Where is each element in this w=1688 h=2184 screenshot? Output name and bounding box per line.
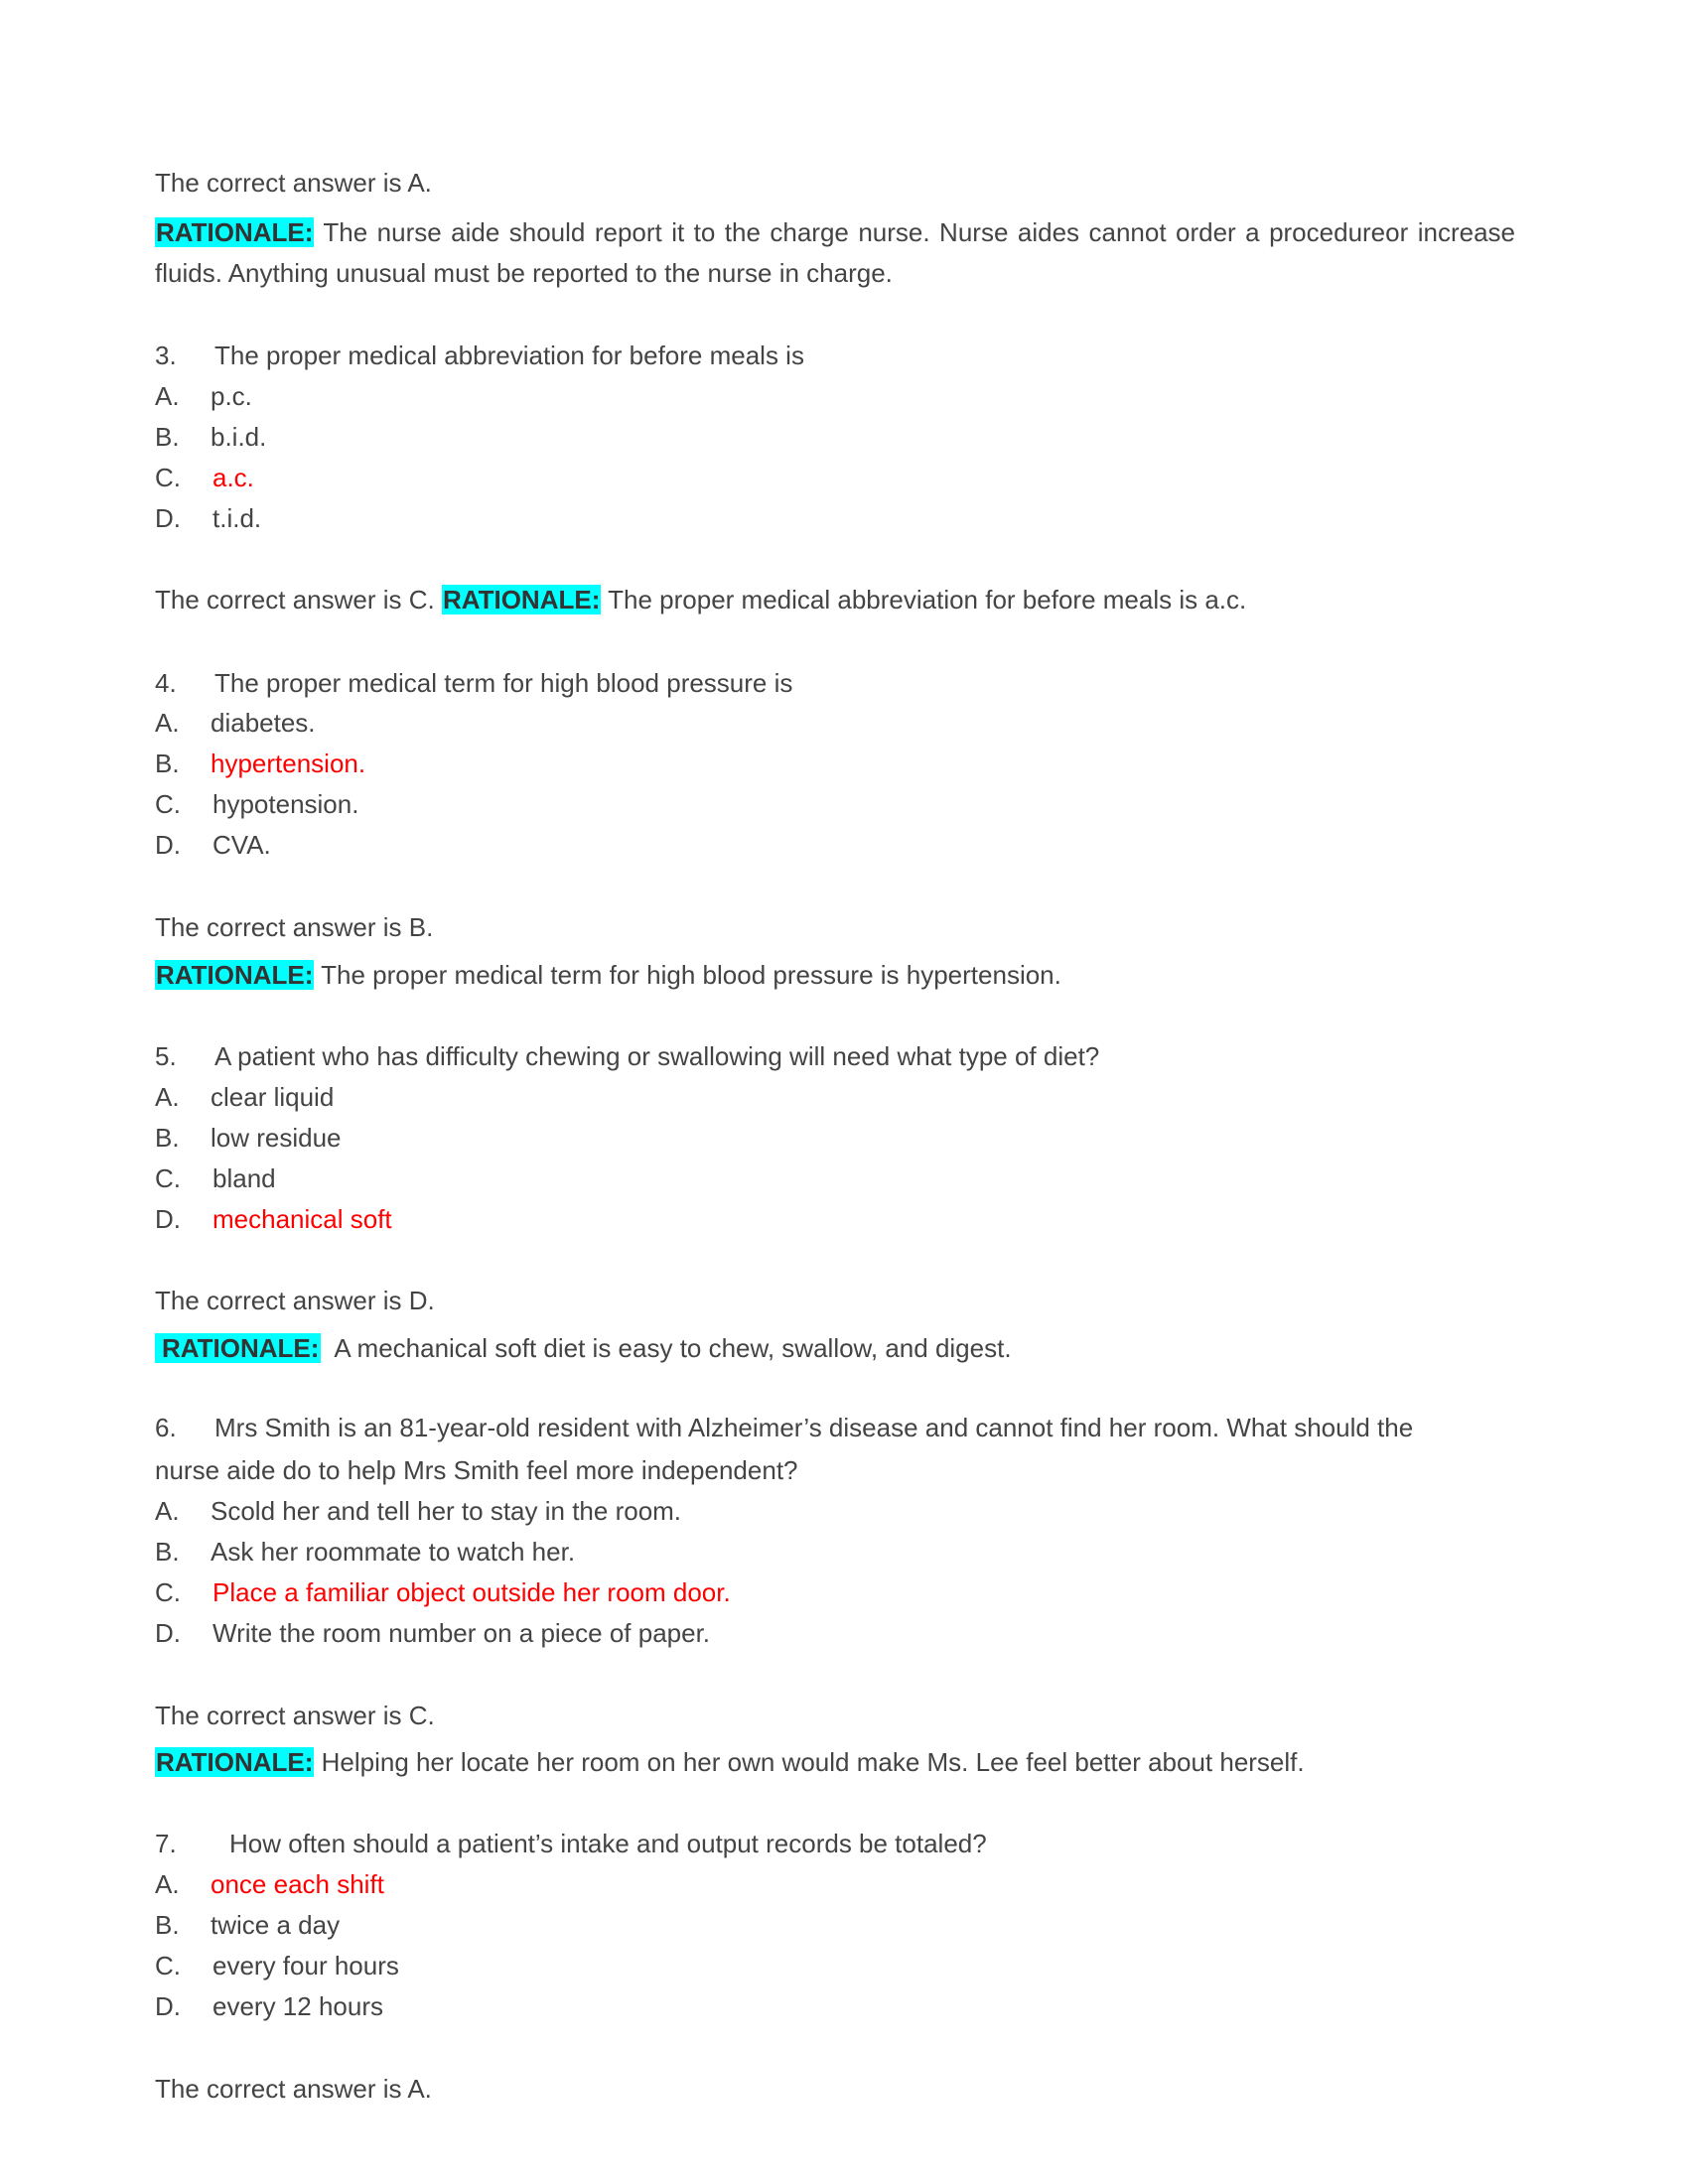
question-number: 7.	[155, 1829, 177, 1858]
option-text: Scold her and tell her to stay in the room.	[211, 1496, 682, 1526]
option-letter: D.	[155, 503, 181, 533]
option-d	[155, 502, 261, 534]
option-a	[155, 1495, 681, 1527]
question-5	[155, 1040, 1099, 1072]
option-d	[155, 1990, 383, 2022]
option-a	[155, 380, 252, 412]
rationale-label: RATIONALE:	[442, 585, 601, 614]
option-letter: D.	[155, 1991, 181, 2021]
rationale-line	[155, 959, 1061, 991]
question-3	[155, 340, 804, 371]
option-b	[155, 1536, 575, 1568]
option-b-correct	[155, 748, 365, 779]
option-c-correct	[155, 1576, 731, 1608]
rationale-text: A mechanical soft diet is easy to chew, swallow, and digest.	[334, 1333, 1012, 1363]
question-number: 4.	[155, 668, 177, 698]
option-c	[155, 1162, 276, 1194]
option-letter: D.	[155, 1618, 181, 1648]
rationale-text: The proper medical abbreviation for before meals is a.c.	[608, 585, 1247, 614]
option-d	[155, 829, 271, 861]
option-letter: C.	[155, 1163, 181, 1193]
option-letter: A.	[155, 381, 180, 411]
answer-and-rationale-line	[155, 584, 1246, 615]
option-c	[155, 1950, 399, 1981]
rationale-label: RATIONALE:	[156, 217, 314, 247]
option-text: once each shift	[211, 1869, 384, 1899]
rationale-label: RATIONALE:	[156, 960, 314, 990]
option-letter: A.	[155, 1869, 180, 1899]
option-letter: B.	[155, 1123, 180, 1153]
question-text: The proper medical abbreviation for before meals is	[214, 341, 804, 370]
answer-line: The correct answer is A.	[155, 168, 432, 198]
answer-line: The correct answer is C.	[155, 1701, 435, 1730]
option-text: p.c.	[211, 381, 252, 411]
option-text: hypertension.	[211, 749, 366, 778]
question-text: The proper medical term for high blood pressure is	[214, 668, 793, 698]
answer-line: The correct answer is A.	[155, 2074, 432, 2104]
option-b	[155, 421, 266, 453]
option-letter: A.	[155, 708, 180, 738]
question-number: 3.	[155, 341, 177, 370]
option-b	[155, 1122, 342, 1154]
option-letter: C.	[155, 1951, 181, 1980]
option-letter: A.	[155, 1496, 180, 1526]
option-letter: B.	[155, 422, 180, 452]
option-a	[155, 707, 316, 739]
option-text: hypotension.	[212, 789, 359, 819]
question-6-continued: nurse aide do to help Mrs Smith feel more independent?	[155, 1455, 798, 1485]
option-c	[155, 788, 358, 820]
option-d	[155, 1617, 710, 1649]
option-text: every 12 hours	[212, 1991, 383, 2021]
answer-line: The correct answer is D.	[155, 1286, 435, 1315]
option-text: a.c.	[212, 463, 254, 492]
option-text: t.i.d.	[212, 503, 262, 533]
answer-line: The correct answer is B.	[155, 912, 434, 942]
rationale-paragraph	[155, 212, 1515, 294]
rationale-line	[155, 1746, 1305, 1778]
question-7	[155, 1828, 987, 1859]
question-text: A patient who has difficulty chewing or swallowing will need what type of diet?	[214, 1041, 1100, 1071]
option-a	[155, 1081, 334, 1113]
option-letter: D.	[155, 830, 181, 860]
rationale-label: RATIONALE:	[155, 1333, 321, 1363]
rationale-text: Helping her locate her room on her own would make Ms. Lee feel better about herself.	[321, 1747, 1305, 1777]
option-letter: B.	[155, 749, 180, 778]
option-letter: A.	[155, 1082, 180, 1112]
option-letter: C.	[155, 463, 181, 492]
question-number: 5.	[155, 1041, 177, 1071]
option-letter: C.	[155, 789, 181, 819]
option-text: b.i.d.	[211, 422, 267, 452]
rationale-label: RATIONALE:	[156, 1747, 314, 1777]
option-d-correct	[155, 1203, 392, 1235]
option-text: Place a familiar object outside her room door.	[212, 1577, 731, 1607]
option-letter: C.	[155, 1577, 181, 1607]
option-letter: B.	[155, 1910, 180, 1940]
rationale-text: The proper medical term for high blood pressure is hypertension.	[321, 960, 1061, 990]
question-4	[155, 667, 792, 699]
rationale-line	[155, 1332, 1012, 1364]
option-text: CVA.	[212, 830, 271, 860]
option-text: bland	[212, 1163, 276, 1193]
option-text: clear liquid	[211, 1082, 335, 1112]
option-text: mechanical soft	[212, 1204, 392, 1234]
option-a-correct	[155, 1868, 384, 1900]
rationale-text: The nurse aide should report it to the charge nurse. Nurse aides cannot order a procedureor increase fluids. Anything unusual must be reported to the nurse in charge.	[155, 217, 1515, 288]
option-letter: D.	[155, 1204, 181, 1234]
question-number: 6.	[155, 1413, 177, 1442]
option-text: twice a day	[211, 1910, 341, 1940]
option-text: Ask her roommate to watch her.	[211, 1537, 576, 1567]
question-text-line1: Mrs Smith is an 81-year-old resident with Alzheimer’s disease and cannot find her room. What should the	[214, 1413, 1414, 1442]
question-text: How often should a patient’s intake and output records be totaled?	[229, 1829, 987, 1858]
option-b	[155, 1909, 340, 1941]
question-6	[155, 1408, 1515, 1448]
option-letter: B.	[155, 1537, 180, 1567]
answer-line: The correct answer is C.	[155, 585, 435, 614]
option-text: every four hours	[212, 1951, 399, 1980]
option-text: low residue	[211, 1123, 342, 1153]
option-text: diabetes.	[211, 708, 316, 738]
option-c-correct	[155, 462, 254, 493]
option-text: Write the room number on a piece of paper.	[212, 1618, 711, 1648]
